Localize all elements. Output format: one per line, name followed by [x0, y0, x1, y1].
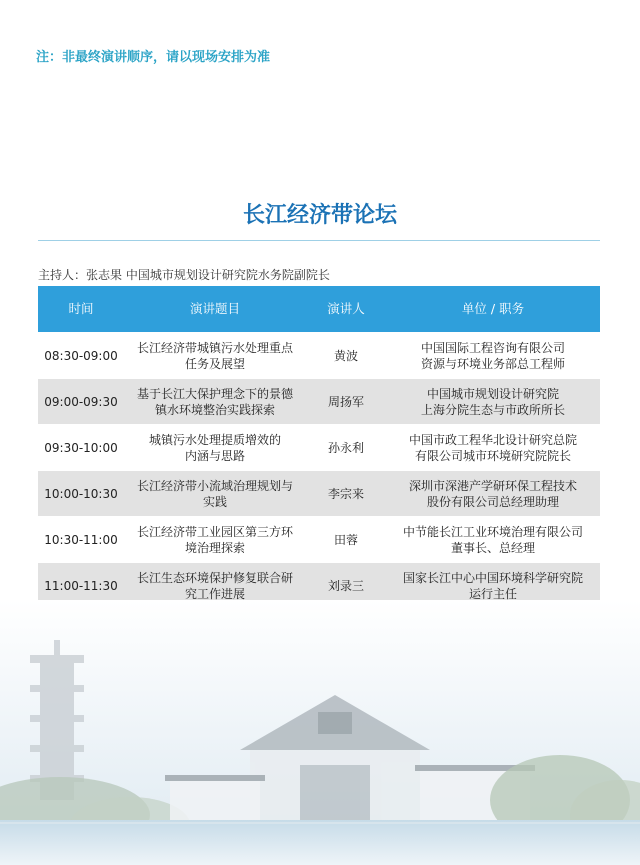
cell-topic: 长江生态环境保护修复联合研 究工作进展 — [136, 570, 293, 601]
cell-time: 10:00-10:30 — [44, 486, 118, 501]
cell-speaker: 周扬军 — [327, 394, 364, 409]
cell-topic: 城镇污水处理提质增效的 内涵与思路 — [148, 432, 281, 463]
cell-speaker: 田蓉 — [333, 532, 358, 547]
cell-time: 09:00-09:30 — [44, 394, 118, 409]
header-org: 单位 / 职务 — [461, 301, 525, 316]
table-row — [38, 333, 600, 379]
schedule-note: 注：非最终演讲顺序，请以现场安排为准 — [36, 50, 271, 65]
cell-org: 深圳市深港产学研环保工程技术 股份有限公司总经理助理 — [408, 478, 577, 509]
cell-speaker: 刘录三 — [327, 578, 364, 593]
cell-org: 中国城市规划设计研究院 上海分院生态与市政所所长 — [420, 386, 565, 417]
cell-topic: 基于长江大保护理念下的景德 镇水环境整治实践探索 — [136, 386, 293, 417]
cell-speaker: 李宗来 — [327, 486, 364, 501]
cell-time: 10:30-11:00 — [44, 532, 118, 547]
page-title: 长江经济带论坛 — [242, 203, 397, 228]
table-header — [38, 286, 600, 333]
skyline-background-illustration — [0, 600, 640, 865]
cell-org: 国家长江中心中国环境科学研究院 运行主任 — [402, 570, 583, 601]
cell-org: 中节能长江工业环境治理有限公司 董事长、总经理 — [402, 524, 583, 555]
cell-org: 中国市政工程华北设计研究总院 有限公司城市环境研究院院长 — [408, 432, 577, 463]
title-divider — [38, 240, 600, 241]
table-row — [38, 471, 600, 517]
cell-time: 09:30-10:00 — [44, 440, 118, 455]
header-time: 时间 — [68, 301, 94, 316]
table-row — [38, 425, 600, 471]
table-row — [38, 517, 600, 563]
header-speaker: 演讲人 — [327, 301, 365, 316]
cell-org: 中国国际工程咨询有限公司 资源与环境业务部总工程师 — [420, 340, 565, 371]
cell-topic: 长江经济带工业园区第三方环 境治理探索 — [136, 524, 293, 555]
cell-speaker: 黄波 — [333, 348, 358, 363]
cell-topic: 长江经济带小流域治理规划与 实践 — [136, 478, 293, 509]
cell-time: 08:30-09:00 — [44, 348, 118, 363]
cell-time: 11:00-11:30 — [44, 578, 118, 593]
host-line: 主持人：张志果 中国城市规划设计研究院水务院副院长 — [38, 268, 330, 282]
header-topic: 演讲题目 — [189, 301, 240, 316]
cell-speaker: 孙永利 — [327, 440, 364, 455]
cell-topic: 长江经济带城镇污水处理重点 任务及展望 — [136, 340, 293, 371]
table-row — [38, 379, 600, 425]
